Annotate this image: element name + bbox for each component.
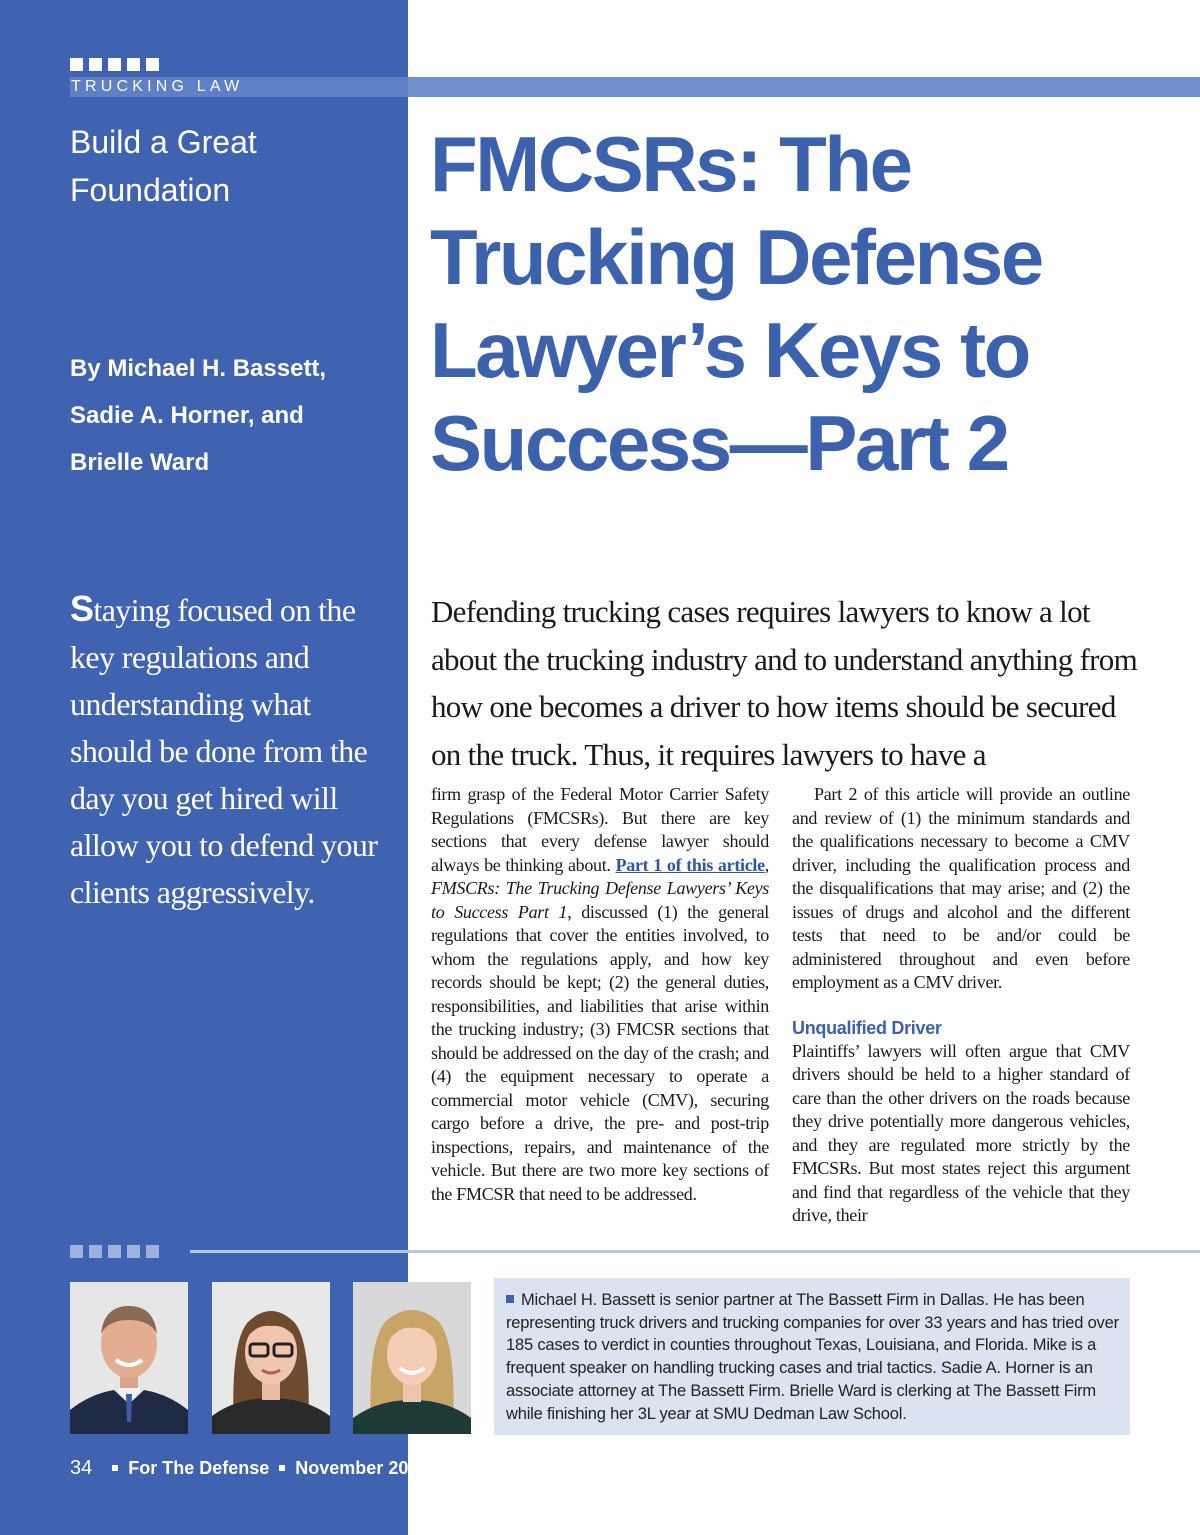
title-line: Trucking Defense	[430, 213, 1042, 301]
body-text: ,	[764, 854, 769, 875]
author-photo-michael-bassett	[70, 1282, 188, 1434]
body-paragraph: Part 2 of this article will provide an outline and review of (1) the minimum standards and the qualifications necessary to become a CMV driver, including the qualification process and the disqualifications that may arise; and (2) the issues of drugs and alcohol and the different tests that need to be and/or could be administered throughout and even before employment as a CMV driver.	[792, 784, 1130, 992]
article-title	[430, 118, 1190, 490]
byline-line: Sadie A. Horner, and	[70, 402, 304, 429]
article-reference-title: FMSCRs: The Trucking Defense Lawyers’ Keys to Success Part 1	[431, 878, 769, 922]
department-title: Build a Great Foundation	[70, 124, 257, 208]
divider-line	[190, 1250, 1200, 1253]
body-text: , discussed (1) the general regulations that cover the entities involved, to whom the regulations apply, and how key records should be kept; (2) the general duties, responsibilities, and liabilities that arise within the trucking industry; (3) FMCSR sections that should be addressed on the day of the crash; and (4) the equipment necessary to operate a commercial motor vehicle (CMV), securing cargo before a drive, the pre- and post-trip inspections, repairs, and maintenance of the vehicle. But there are two more key sections of the FMCSR that need to be addressed.	[431, 901, 769, 1204]
bullet-square-icon	[506, 1295, 514, 1303]
author-bio	[506, 1289, 1120, 1425]
publication-name: For The Defense	[128, 1458, 270, 1478]
body-column-1	[431, 783, 769, 1206]
pull-quote-initial: S	[70, 588, 94, 629]
footer-separator	[279, 1465, 285, 1471]
part-1-link[interactable]: Part 1 of this article	[615, 854, 765, 875]
body-column-2	[792, 783, 1130, 1228]
body-paragraph: Plaintiffs’ lawyers will often argue that CMV drivers should be held to a higher standard of care than the other drivers on the roads because they drive potentially more dangerous vehicles, and they are regulated more strictly by the FMCSRs. But most states reject this argument and find that regardless of the vehicle that they drive, their	[792, 1040, 1130, 1225]
byline-line: Brielle Ward	[70, 449, 210, 476]
byline-line: By Michael H. Bassett,	[70, 355, 327, 382]
author-photo-sadie-horner	[212, 1282, 330, 1434]
page-number: 34	[70, 1457, 93, 1479]
article-lede: Defending trucking cases requires lawyers to know a lot about the trucking industry and to understand anything from how one becomes a driver to how items should be secured on the truck. Thus, it requires lawyers to have a	[431, 594, 1137, 772]
decorative-squares-top	[70, 58, 159, 71]
title-line: Success—Part 2	[430, 399, 1008, 487]
section-band-extension	[408, 77, 1200, 97]
footer-separator	[112, 1465, 118, 1471]
pull-quote	[70, 585, 390, 916]
author-bio-text: Michael H. Bassett is senior partner at The Bassett Firm in Dallas. He has been representing truck drivers and trucking companies for over 33 years and has tried over 185 cases to verdict in counties throughout Texas, Louisiana, and Florida. Mike is a frequent speaker on handling trucking cases and trial tactics. Sadie A. Horner is an associate attorney at The Bassett Firm. Brielle Ward is clerking at The Bassett Firm while finishing her 3L year at SMU Dedman Law School.	[506, 1291, 1119, 1423]
author-photo-brielle-ward	[353, 1282, 471, 1434]
subheading: Unqualified Driver	[792, 1017, 942, 1038]
page-footer	[70, 1456, 428, 1480]
title-line: FMCSRs: The	[430, 120, 911, 208]
body-text: firm grasp of the Federal Motor Carrier Safety Regulations (FMCSRs). But there are key sections that every defense lawyer should always be thinking about.	[431, 784, 769, 875]
body-paragraph	[431, 783, 769, 1206]
decorative-squares-bottom	[70, 1245, 159, 1258]
issue-date: November 2021	[295, 1458, 429, 1478]
title-line: Lawyer’s Keys to	[430, 306, 1029, 394]
byline	[70, 345, 390, 486]
section-label: TRUCKING LAW	[71, 78, 244, 95]
pull-quote-text: taying focused on the key regulations and understanding what should be done from the day you get hired will allow you to defend your clients aggressively.	[70, 592, 378, 910]
